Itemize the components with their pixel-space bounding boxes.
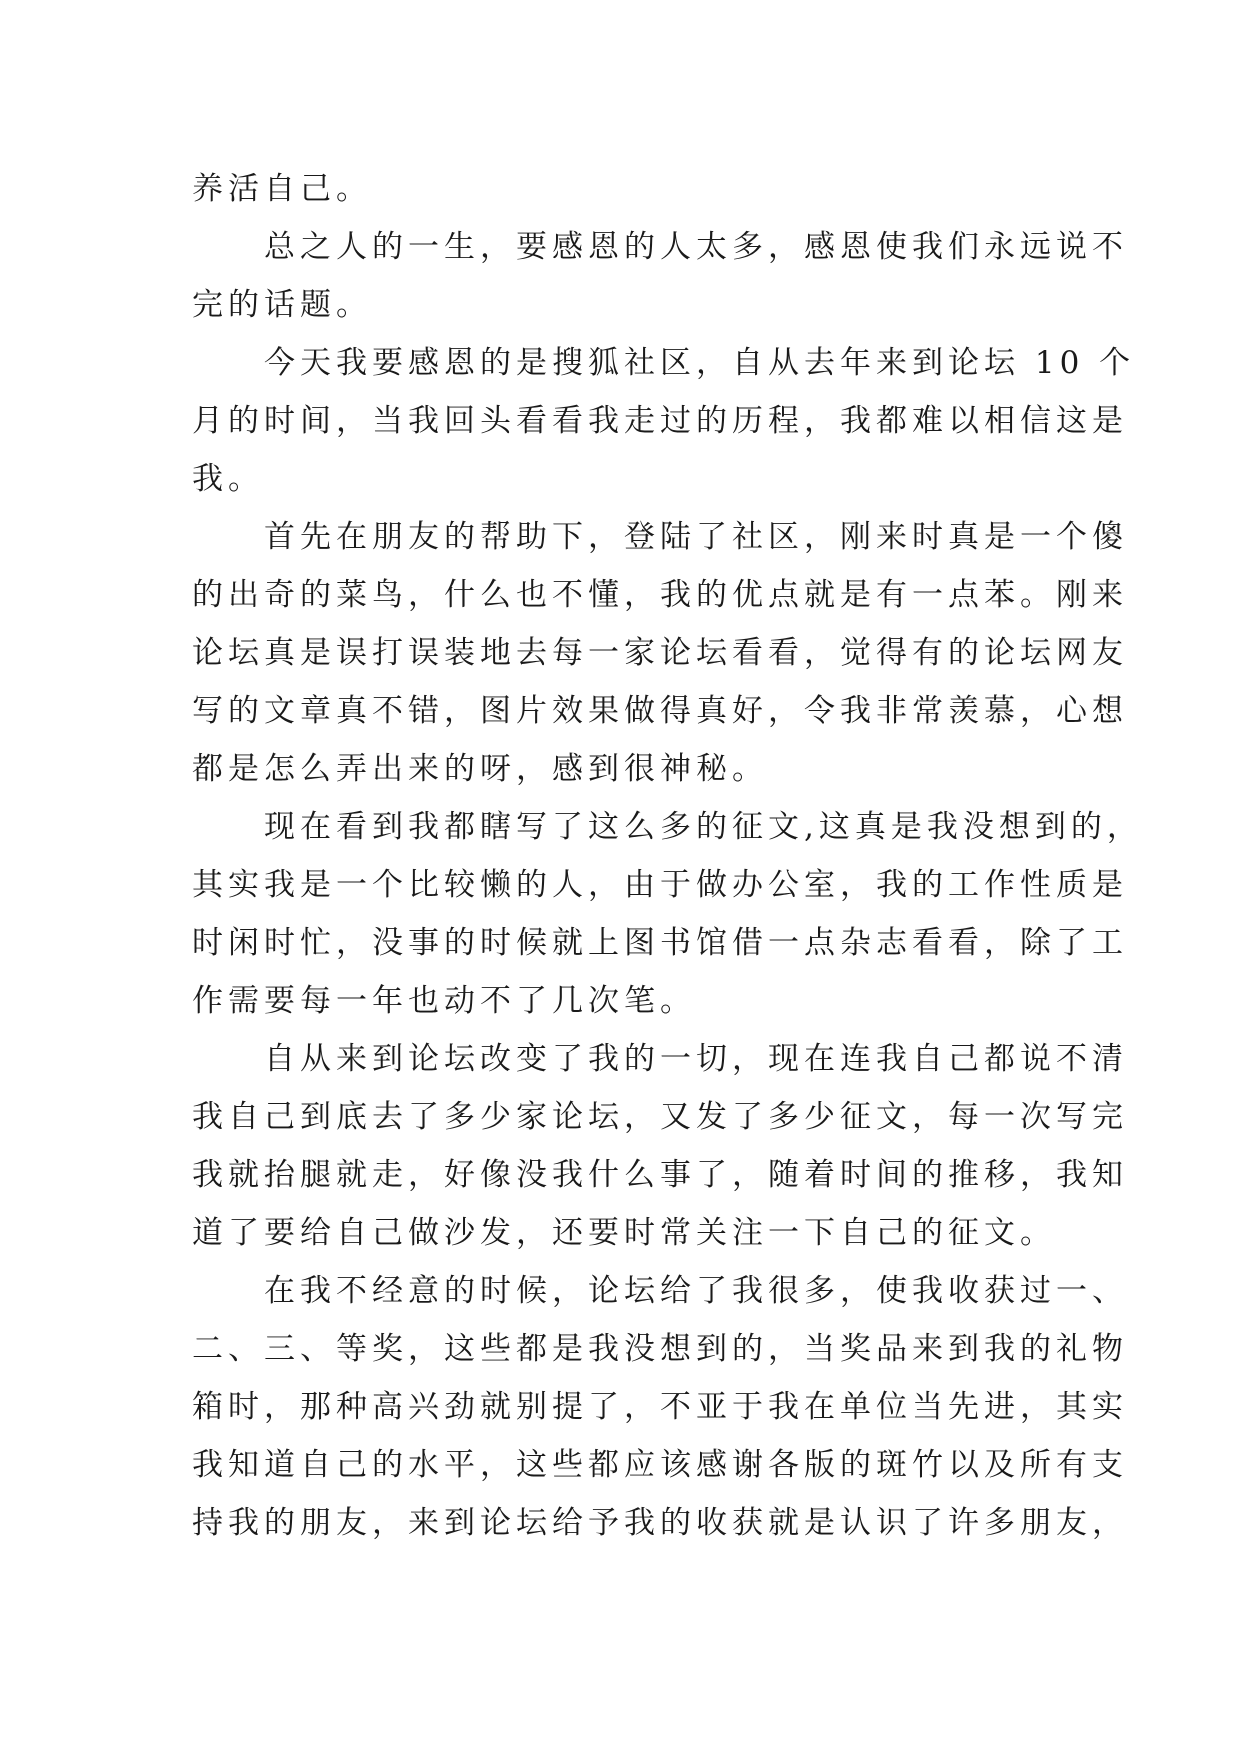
text-line: 时闲时忙，没事的时候就上图书馆借一点杂志看看，除了工 (192, 925, 1128, 961)
text-line: 首先在朋友的帮助下，登陆了社区，刚来时真是一个傻 (192, 519, 1128, 555)
text-line: 的出奇的菜鸟，什么也不懂，我的优点就是有一点苯。刚来 (192, 577, 1128, 613)
text-line: 都是怎么弄出来的呀，感到很神秘。 (192, 751, 768, 787)
text-line: 其实我是一个比较懒的人，由于做办公室，我的工作性质是 (192, 867, 1128, 903)
text-line: 论坛真是误打误装地去每一家论坛看看，觉得有的论坛网友 (192, 635, 1128, 671)
text-line: 在我不经意的时候，论坛给了我很多，使我收获过一、 (192, 1273, 1128, 1309)
text-line: 现在看到我都瞎写了这么多的征文,这真是我没想到的， (192, 809, 1143, 845)
text-line: 我知道自己的水平，这些都应该感谢各版的斑竹以及所有支 (192, 1447, 1128, 1483)
text-line: 持我的朋友，来到论坛给予我的收获就是认识了许多朋友， (192, 1505, 1128, 1541)
text-line: 我。 (192, 461, 264, 497)
text-line: 今天我要感恩的是搜狐社区，自从去年来到论坛 10 个 (192, 345, 1136, 381)
text-line: 我就抬腿就走，好像没我什么事了，随着时间的推移，我知 (192, 1157, 1128, 1193)
text-line: 作需要每一年也动不了几次笔。 (192, 983, 696, 1019)
text-line: 完的话题。 (192, 287, 372, 323)
text-line: 自从来到论坛改变了我的一切，现在连我自己都说不清 (192, 1041, 1128, 1077)
text-line: 月的时间，当我回头看看我走过的历程，我都难以相信这是 (192, 403, 1128, 439)
text-line: 二、三、等奖，这些都是我没想到的，当奖品来到我的礼物 (192, 1331, 1128, 1367)
text-line: 写的文章真不错，图片效果做得真好，令我非常羡慕，心想 (192, 693, 1128, 729)
text-line: 我自己到底去了多少家论坛，又发了多少征文，每一次写完 (192, 1099, 1128, 1135)
text-line: 总之人的一生，要感恩的人太多，感恩使我们永远说不 (192, 229, 1128, 265)
text-line: 养活自己。 (192, 171, 372, 207)
text-line: 箱时，那种高兴劲就别提了，不亚于我在单位当先进，其实 (192, 1389, 1128, 1425)
document-body (192, 160, 1143, 1552)
text-line: 道了要给自己做沙发，还要时常关注一下自己的征文。 (192, 1215, 1056, 1251)
